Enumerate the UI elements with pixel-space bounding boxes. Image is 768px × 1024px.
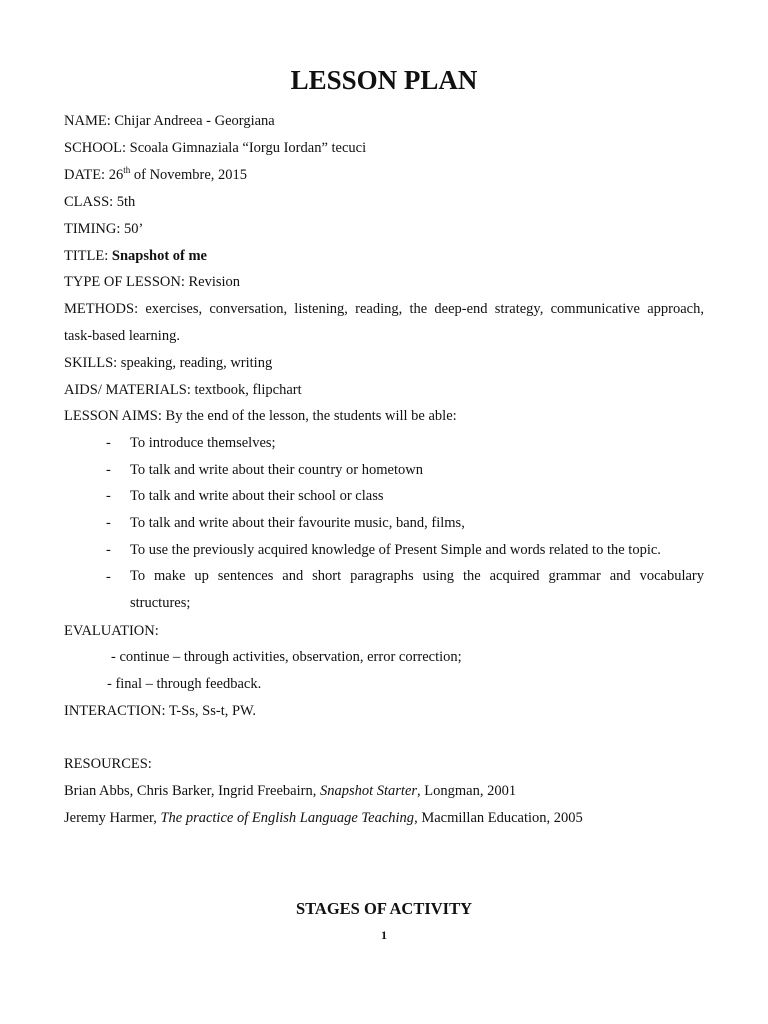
aim-item: To talk and write about their favourite music, band, films,: [130, 515, 465, 531]
stages-heading: STAGES OF ACTIVITY: [295, 899, 473, 918]
evaluation-continue: - continue – through activities, observation, error correction;: [111, 649, 462, 665]
aim-item: To use the previously acquired knowledge of Present Simple and words related to the topic.: [130, 542, 661, 558]
resources-label: RESOURCES:: [64, 756, 152, 772]
aim-item: To talk and write about their school or class: [130, 488, 384, 504]
aim-item: To talk and write about their country or hometown: [130, 462, 423, 478]
title-label: TITLE:: [64, 248, 112, 264]
bullet-dash: -: [106, 435, 111, 451]
type-field: TYPE OF LESSON: Revision: [64, 274, 241, 290]
date-ordinal: th: [123, 165, 131, 176]
interaction-field: INTERACTION: T-Ss, Ss-t, PW.: [64, 703, 257, 719]
aim-item: [130, 563, 704, 617]
skills-field: SKILLS: speaking, reading, writing: [64, 355, 273, 371]
lesson-aims-intro: LESSON AIMS: By the end of the lesson, the students will be able:: [64, 408, 457, 424]
bullet-dash: -: [106, 569, 111, 585]
document-title: LESSON PLAN: [290, 65, 478, 95]
evaluation-label: EVALUATION:: [64, 623, 159, 639]
resource-publisher: , Macmillan Education, 2005: [414, 810, 583, 826]
aim-item: To introduce themselves;: [130, 435, 276, 451]
date-field: [64, 165, 704, 185]
resource-publisher: , Longman, 2001: [417, 783, 517, 799]
name-field: NAME: Chijar Andreea - Georgiana: [64, 113, 275, 129]
class-field: CLASS: 5th: [64, 194, 136, 210]
bullet-dash: -: [106, 488, 111, 504]
lesson-title: Snapshot of me: [111, 248, 207, 264]
resource-item: [64, 808, 704, 828]
title-field: [64, 246, 704, 266]
date-prefix: DATE: 26: [64, 167, 124, 183]
aim-item-line1: To make up sentences and short paragraphs using the acquired grammar and vocabulary: [130, 568, 704, 584]
date-suffix: of Novembre, 2015: [130, 167, 248, 183]
bullet-dash: -: [106, 542, 111, 558]
timing-field: TIMING: 50’: [64, 221, 144, 237]
evaluation-final: - final – through feedback.: [107, 676, 262, 692]
resource-book-title: The practice of English Language Teaching: [160, 810, 415, 826]
page-number: 1: [381, 928, 387, 942]
bullet-dash: -: [106, 515, 111, 531]
resource-authors: Jeremy Harmer,: [64, 810, 161, 826]
resource-item: [64, 781, 704, 801]
aids-field: AIDS/ MATERIALS: textbook, flipchart: [64, 382, 302, 398]
bullet-dash: -: [106, 462, 111, 478]
resource-authors: Brian Abbs, Chris Barker, Ingrid Freebairn,: [64, 783, 320, 799]
aim-item-line2: structures;: [130, 595, 191, 611]
resource-book-title: Snapshot Starter: [319, 783, 418, 799]
methods-field-line2: task-based learning.: [64, 328, 180, 344]
school-field: SCHOOL: Scoala Gimnaziala “Iorgu Iordan” tecuci: [64, 140, 367, 156]
methods-field-line1: METHODS: exercises, conversation, listening, reading, the deep-end strategy, communicative approach,: [64, 301, 704, 317]
